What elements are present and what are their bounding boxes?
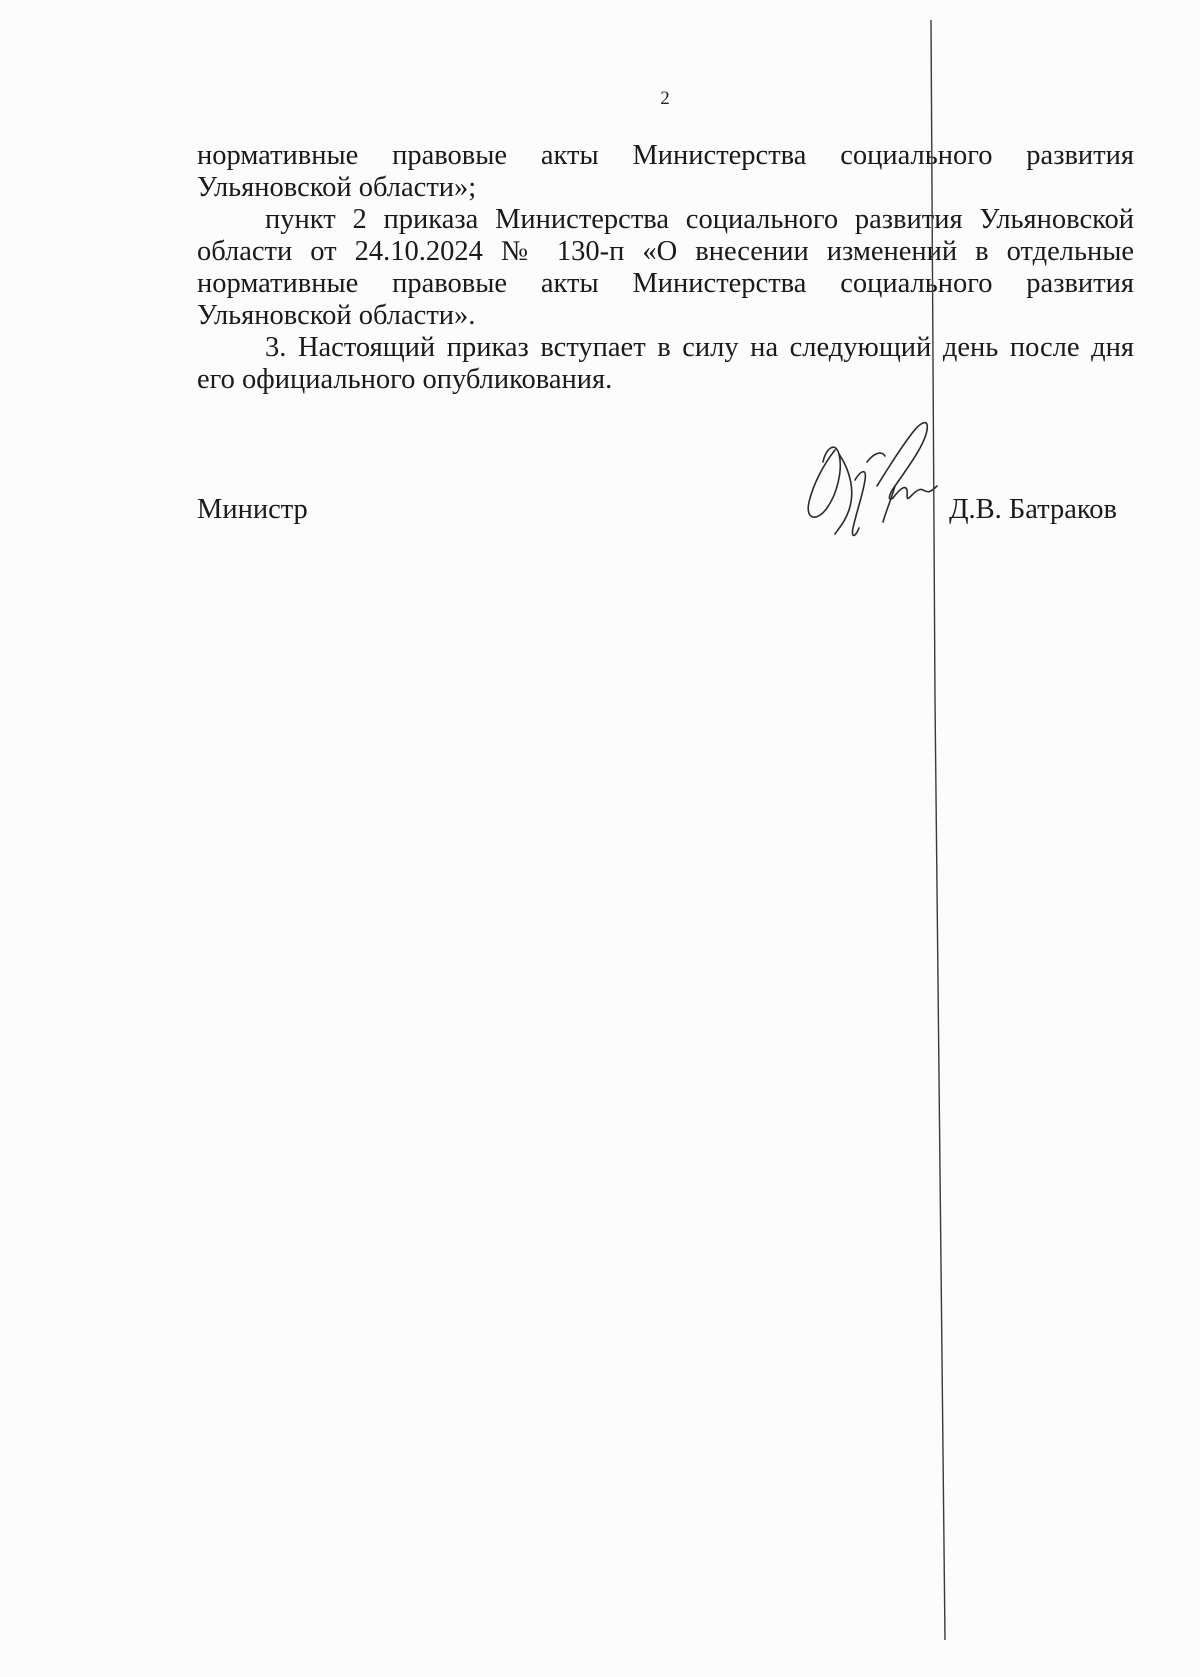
signatory-title: Министр xyxy=(197,494,308,525)
handwritten-signature xyxy=(795,410,965,545)
paragraph-entry-into-force: 3. Настоящий приказ вступает в силу на следующий день после дня его официального опубликования. xyxy=(197,332,1134,395)
paragraph-point-2: пункт 2 приказа Министерства социального развития Ульяновской области от 24.10.2024 № 130-п «О внесении изменений в отдельные нормативные правовые акты Министерства социального развития Ульяновской области». xyxy=(197,204,1134,331)
paragraph-continuation: нормативные правовые акты Министерства социального развития Ульяновской области»; xyxy=(197,140,1134,203)
page-number: 2 xyxy=(660,88,670,109)
document-body xyxy=(197,140,1134,396)
signatory-name: Д.В. Батраков xyxy=(949,494,1117,525)
signature-block xyxy=(197,494,1117,534)
